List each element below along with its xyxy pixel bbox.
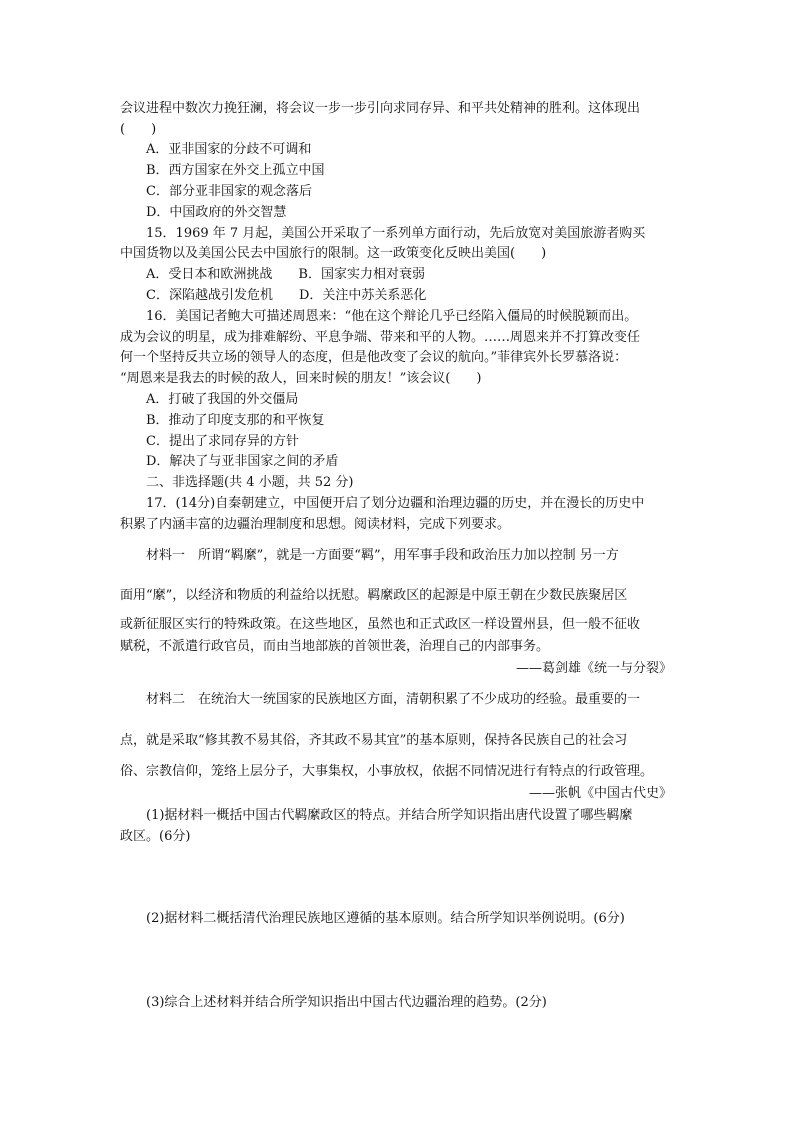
- q16-stem-line: 成为会议的明星，成为排难解纷、平息争端、带来和平的人物。……周恩来并不打算改变任: [120, 330, 641, 345]
- q14-option-d: D．中国政府的外交智慧: [146, 205, 287, 220]
- material1-line: 面用“縻”，以经济和物质的利益给以抚慰。羁縻政区的起源是中原王朝在少数民族聚居区: [120, 588, 628, 603]
- q17-sub3: (3)综合上述材料并结合所学知识指出中国古代边疆治理的趋势。(2分): [146, 995, 547, 1010]
- q14-option-a: A．亚非国家的分歧不可调和: [146, 142, 312, 157]
- q16-option-c: C．提出了求同存异的方针: [146, 434, 299, 449]
- q16-stem-line: 16．美国记者鲍大可描述周恩来：“他在这个辩论几乎已经陷入僵局的时候脱颖而出。: [146, 309, 638, 324]
- q14-stem: 会议进程中数次力挽狂澜，将会议一步一步引向求同存异、和平共处精神的胜利。这体现出: [120, 101, 641, 116]
- q16-stem-line: “周恩来是我去的时候的敌人，回来时候的朋友！”该会议( ): [120, 371, 482, 386]
- material2-line: 俗、宗教信仰，笼络上层分子，大事集权，小事放权，依据不同情况进行有特点的行政管理。: [120, 764, 654, 779]
- q16-option-d: D．解决了与亚非国家之间的矛盾: [146, 454, 339, 469]
- section-heading: 二、非选择题(共 4 小题，共 52 分): [146, 475, 354, 490]
- q15-stem-line: 15．1969 年 7 月起，美国公开采取了一系列单方面行动，先后放宽对美国旅游者购买: [146, 226, 646, 241]
- material2-line: 材料二 在统治大一统国家的民族地区方面，清朝积累了不少成功的经验。最重要的一: [146, 692, 641, 707]
- material1-line: 材料一 所谓“羁縻”，就是一方面要“羁”，用军事手段和政治压力加以控制 另一方: [146, 548, 619, 563]
- q15-options-row: C．深陷越战引发危机 D．关注中苏关系恶化: [146, 288, 427, 303]
- q14-option-c: C．部分亚非国家的观念落后: [146, 184, 312, 199]
- q16-option-a: A．打破了我国的外交僵局: [146, 392, 299, 407]
- material1-line: 或新征服区实行的特殊政策。在这些地区，虽然也和正式政区一样设置州县，但一般不征收: [120, 617, 641, 632]
- q17-stem-line: 积累了内涵丰富的边疆治理制度和思想。阅读材料，完成下列要求。: [120, 517, 511, 532]
- q17-sub1-line: 政区。(6分): [120, 829, 191, 844]
- q17-sub2: (2)据材料二概括清代治理民族地区遵循的基本原则。结合所学知识举例说明。(6分): [146, 911, 625, 926]
- q16-option-b: B．推动了印度支那的和平恢复: [146, 413, 325, 428]
- material2-source: ——张帆《中国古代史》: [528, 786, 672, 801]
- q17-stem-line: 17．(14分)自秦朝建立，中国便开启了划分边疆和治理边疆的历史，并在漫长的历史中: [146, 496, 645, 511]
- q16-stem-line: 何一个坚持反共立场的领导人的态度，但是他改变了会议的航向。”菲律宾外长罗慕洛说：: [120, 350, 628, 365]
- material1-line: 赋税，不派遣行政官员，而由当地部族的首领世袭，治理自己的内部事务。: [120, 639, 550, 654]
- q15-options-row: A．受日本和欧洲挑战 B．国家实力相对衰弱: [146, 267, 425, 282]
- q14-answer-paren: ( ): [120, 122, 157, 137]
- material1-source: ——葛剑雄《统一与分裂》: [515, 661, 672, 676]
- q17-sub1-line: (1)据材料一概括中国古代羁縻政区的特点。并结合所学知识指出唐代设置了哪些羁縻: [146, 808, 633, 823]
- material2-line: 点，就是采取“修其教不易其俗，齐其政不易其宜”的基本原则，保持各民族自己的社会习: [120, 733, 628, 748]
- q14-option-b: B．西方国家在外交上孤立中国: [146, 163, 325, 178]
- q15-stem-line: 中国货物以及美国公民去中国旅行的限制。这一政策变化反映出美国( ): [120, 246, 547, 261]
